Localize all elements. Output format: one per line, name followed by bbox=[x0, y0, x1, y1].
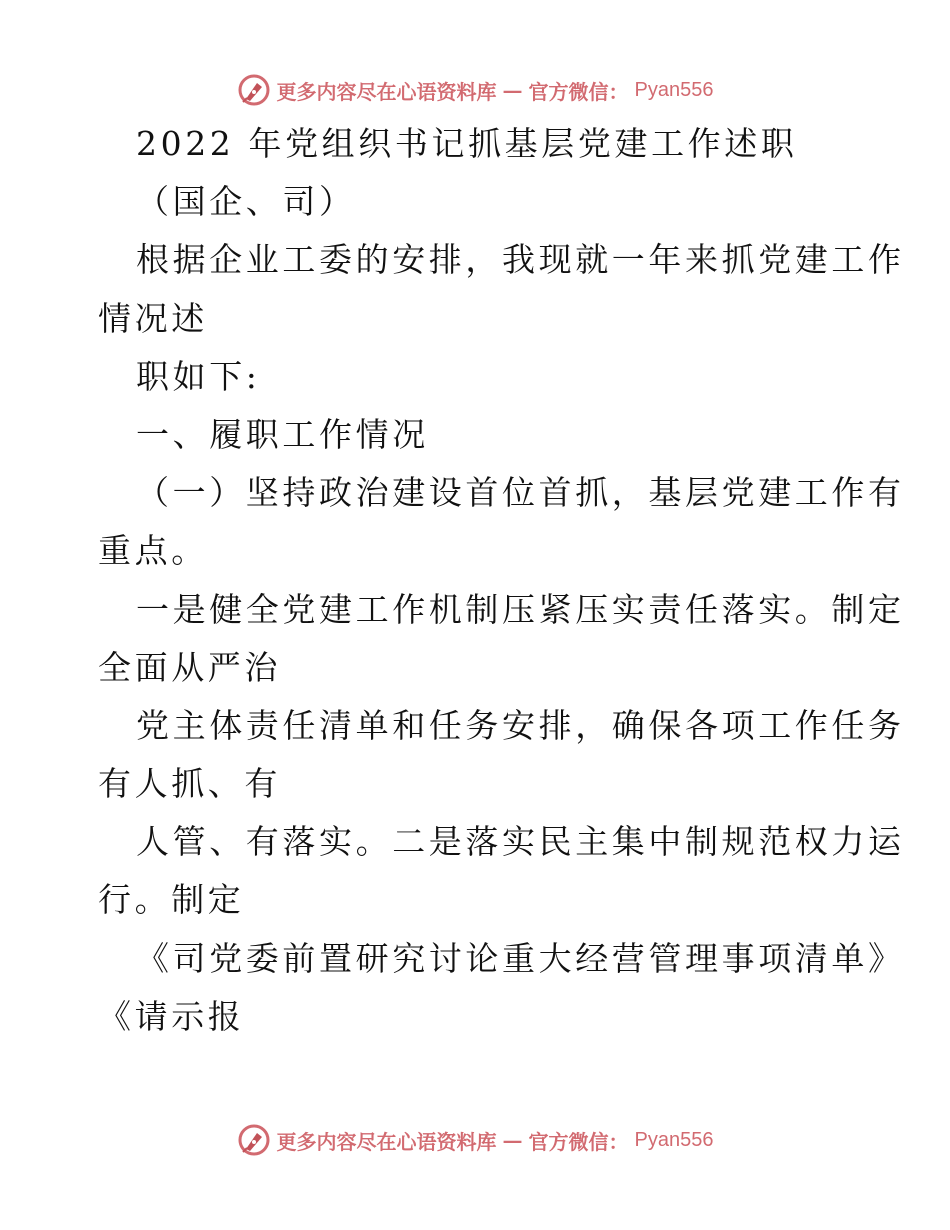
document-title: 2022 年党组织书记抓基层党建工作述职 bbox=[136, 124, 798, 163]
watermark-footer bbox=[0, 1120, 950, 1160]
paragraph-line: 有人抓、有 bbox=[98, 764, 281, 804]
paragraph-line: 《请示报 bbox=[98, 996, 245, 1036]
paragraph-line: 一是健全党建工作机制压紧压实责任落实。制定 bbox=[136, 589, 905, 629]
section-heading: 一、履职工作情况 bbox=[136, 414, 429, 454]
document-subtitle: （国企、司） bbox=[136, 182, 356, 222]
document-body bbox=[98, 115, 905, 1046]
watermark-wechat-label: 官方微信： bbox=[528, 1129, 629, 1154]
watermark-site-text: 更多内容尽在心语资料库 bbox=[276, 1129, 497, 1154]
paragraph-line: 《司党委前置研究讨论重大经营管理事项清单》 bbox=[136, 938, 905, 978]
pen-nib-circle-icon bbox=[237, 73, 271, 107]
subsection-heading: （一）坚持政治建设首位首抓，基层党建工作有 bbox=[136, 473, 905, 513]
watermark-wechat-id: Pyan556 bbox=[634, 1128, 714, 1151]
paragraph-line: 人管、有落实。二是落实民主集中制规范权力运 bbox=[136, 822, 905, 862]
subsection-heading-cont: 重点。 bbox=[98, 531, 208, 571]
paragraph-line: 根据企业工委的安排，我现就一年来抓党建工作 bbox=[136, 240, 905, 280]
paragraph-line: 情况述 bbox=[98, 298, 208, 338]
paragraph-line: 职如下: bbox=[136, 356, 261, 396]
watermark-header bbox=[0, 70, 950, 110]
watermark-dash: — bbox=[502, 1128, 523, 1152]
watermark-wechat-id: Pyan556 bbox=[634, 78, 714, 101]
paragraph-line: 全面从严治 bbox=[98, 647, 281, 687]
paragraph-line: 行。制定 bbox=[98, 880, 245, 920]
pen-nib-circle-icon bbox=[237, 1123, 271, 1157]
watermark-wechat-label: 官方微信： bbox=[528, 79, 629, 104]
paragraph-line: 党主体责任清单和任务安排，确保各项工作任务 bbox=[136, 705, 905, 745]
watermark-site-text: 更多内容尽在心语资料库 bbox=[276, 79, 497, 104]
watermark-dash: — bbox=[502, 78, 523, 102]
